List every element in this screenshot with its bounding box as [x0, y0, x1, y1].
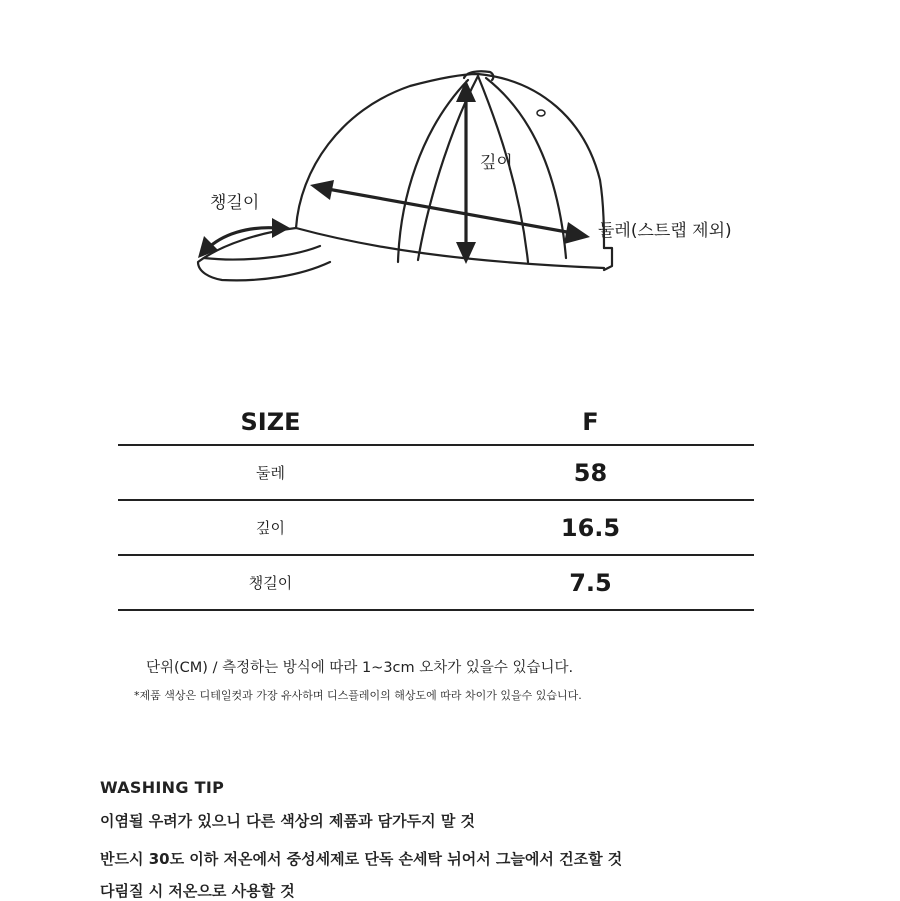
size-table [118, 400, 754, 611]
washing-line: 다림질 시 저온으로 사용할 것 [100, 882, 295, 900]
cap-diagram [0, 0, 900, 330]
row-name: 둘레 [256, 464, 285, 482]
table-header [118, 400, 754, 446]
cap-outline-icon [0, 0, 900, 330]
table-row [118, 556, 754, 611]
header-f: F [582, 408, 599, 436]
circumference-label: 둘레(스트랩 제외) [598, 221, 732, 241]
row-value: 16.5 [560, 513, 621, 542]
row-value: 7.5 [569, 568, 612, 597]
table-row [118, 501, 754, 556]
color-note: *제품 색상은 디테일컷과 가장 유사하며 디스플레이의 해상도에 따라 차이가 있을수 있습니다. [134, 689, 582, 702]
row-value: 58 [573, 458, 608, 487]
depth-label: 깊이 [480, 153, 513, 173]
row-name: 챙길이 [248, 574, 293, 592]
unit-note: 단위(CM) / 측정하는 방식에 따라 1~3cm 오차가 있을수 있습니다. [146, 660, 574, 676]
washing-line: 반드시 30도 이하 저온에서 중성세제로 단독 손세탁 뉘어서 그늘에서 건조할 것 [100, 850, 623, 868]
brim-label: 챙길이 [210, 193, 260, 213]
header-size: SIZE [240, 408, 301, 436]
washing-title: WASHING TIP [100, 778, 225, 797]
washing-line: 이염될 우려가 있으니 다른 색상의 제품과 담가두지 말 것 [100, 812, 476, 830]
row-name: 깊이 [256, 519, 285, 537]
table-row [118, 446, 754, 501]
